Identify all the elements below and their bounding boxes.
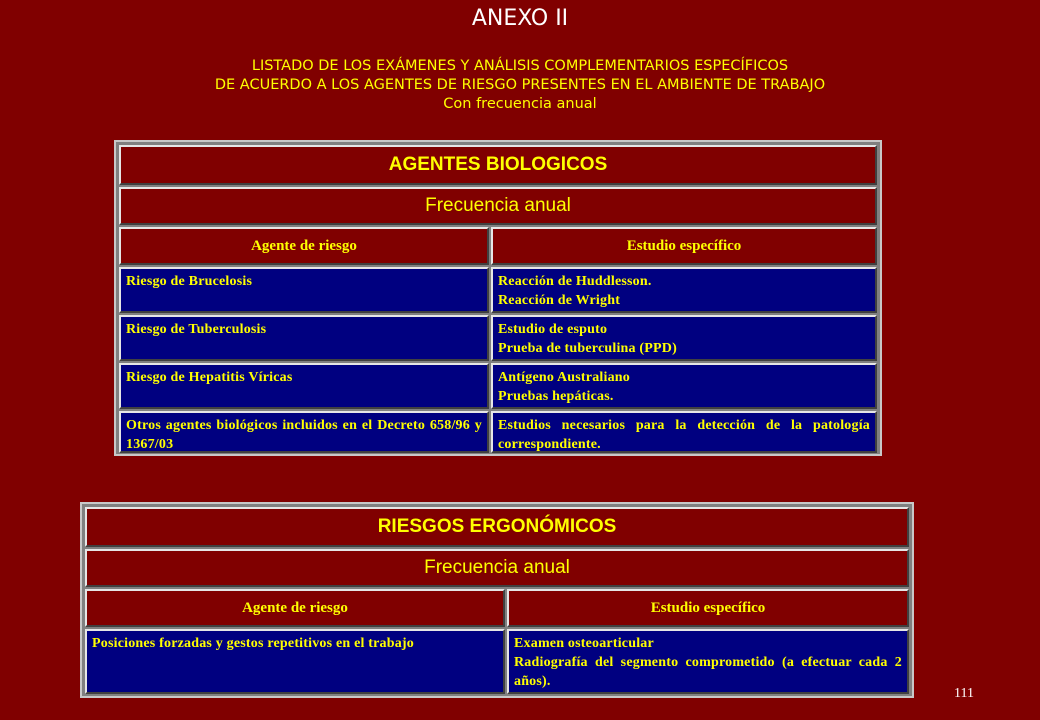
subtitle-line-1: LISTADO DE LOS EXÁMENES Y ANÁLISIS COMPLEMENTARIOS ESPECÍFICOS <box>251 58 789 74</box>
study-line: Examen osteoarticular <box>514 636 654 651</box>
table-title: AGENTES BIOLOGICOS <box>119 145 877 185</box>
study-line: Reacción de Wright <box>498 293 621 308</box>
table-row-agent: Riesgo de Hepatitis Víricas <box>119 363 489 409</box>
subtitle-line-2: DE ACUERDO A LOS AGENTES DE RIESGO PRESENTES EN EL AMBIENTE DE TRABAJO <box>214 77 826 93</box>
frequency-label: Frecuencia anual <box>85 549 909 587</box>
table-row-study: Estudios necesarios para la detección de la patología correspondiente. <box>491 411 877 453</box>
slide-title: ANEXO II <box>471 6 569 31</box>
table-row-agent: Otros agentes biológicos incluidos en el Decreto 658/96 y 1367/03 <box>119 411 489 453</box>
frequency-label: Frecuencia anual <box>119 187 877 225</box>
table-row-study <box>491 363 877 409</box>
table-row-agent: Posiciones forzadas y gestos repetitivos en el trabajo <box>85 629 505 694</box>
study-line: Reacción de Huddlesson. <box>498 274 652 289</box>
table-row-study <box>491 315 877 361</box>
ergonomic-risks-table <box>80 502 914 698</box>
study-line: Radiografía del segmento comprometido (a efectuar cada 2 años). <box>514 655 902 689</box>
table-row-study <box>491 267 877 313</box>
page-number: 111 <box>954 686 974 701</box>
study-line: Pruebas hepáticas. <box>498 389 614 404</box>
study-line: Antígeno Australiano <box>498 370 630 385</box>
table-row-agent: Riesgo de Brucelosis <box>119 267 489 313</box>
column-header-study: Estudio específico <box>491 227 877 265</box>
table-title: RIESGOS ERGONÓMICOS <box>85 507 909 547</box>
study-line: Estudio de esputo <box>498 322 608 337</box>
column-header-study: Estudio específico <box>507 589 909 627</box>
column-header-agent: Agente de riesgo <box>119 227 489 265</box>
subtitle-line-3: Con frecuencia anual <box>443 96 597 112</box>
study-line: Prueba de tuberculina (PPD) <box>498 341 677 356</box>
table-row-study <box>507 629 909 694</box>
biological-agents-table <box>114 140 882 456</box>
column-header-agent: Agente de riesgo <box>85 589 505 627</box>
table-row-agent: Riesgo de Tuberculosis <box>119 315 489 361</box>
